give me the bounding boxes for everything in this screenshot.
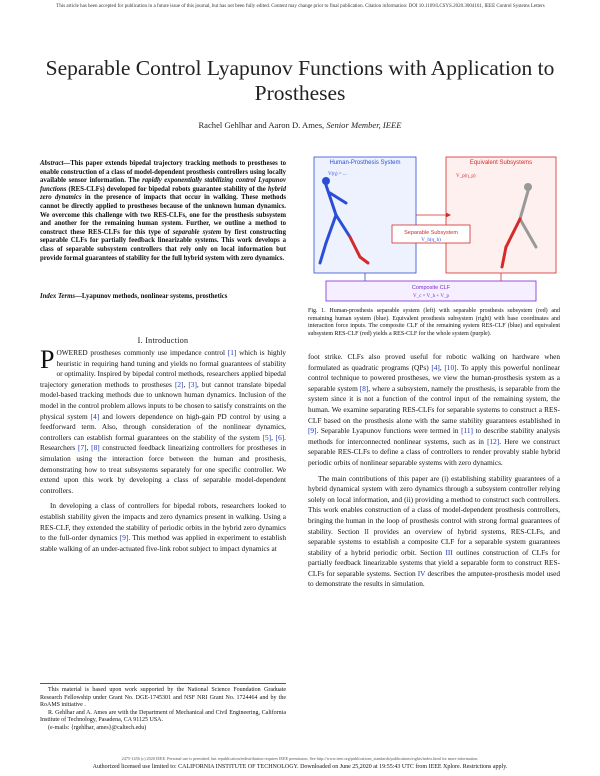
text: . This method was applied in experiment to establish stable walking of an under-actuated five-link robot subject to impact dynamics at <box>40 533 286 553</box>
text: , but cannot translate bipedal model-based tracking methods due to unknown human dynamics. Inclusion of the model in the control problem allows inputs to be chosen to satisfy constraints on the physical system <box>40 379 286 421</box>
text: , where a subsystem, namely the prosthesis, is separable from the system since it is not a function of the control input of the remaining system, the human. We examine separating RES-CLFs for separable systems to construct a RES-CLF based on the prosthesis alone with the same stability guarantees established in <box>308 383 561 425</box>
citation-link[interactable]: [3] <box>188 379 197 389</box>
right-column-body <box>308 352 560 590</box>
abstract <box>40 160 286 263</box>
text: foot strike. CLFs also proved useful for robotic walking on hardware when formulated as quadratic programs (QPs) <box>308 352 560 372</box>
intro-paragraph-1 <box>40 345 287 496</box>
citation-link[interactable]: [9] <box>119 533 129 543</box>
intro-paragraph-3 <box>308 352 560 469</box>
index-terms <box>40 293 286 302</box>
citation-link[interactable]: [11] <box>461 426 473 436</box>
intro-paragraph-2 <box>40 501 286 554</box>
text: . To apply this powerful nonlinear control technique to powered prostheses, we view the human-prosthesis system as a separable system <box>308 362 560 393</box>
citation-link[interactable]: [6] <box>275 432 285 442</box>
abstract-text: (RES-CLFs) developed for bipedal robots guarantee stability of the <box>66 185 268 193</box>
copyright-notice: 2475-1456 (c) 2020 IEEE. Personal use is permitted, but republication/redistribution requires IEEE permission. See http://www.ieee.org/publications_standards/publications/rights/index.html for more information. <box>121 756 479 761</box>
author-role: Senior Member, IEEE <box>326 120 402 130</box>
text: provides an overview of hybrid systems, RES-CLFs, and separable systems to establish a composite CLF for a separable system guarantees stability of a hybrid periodic orbit. Section <box>308 526 561 557</box>
text: OWERED prostheses commonly use impedance control <box>56 348 228 357</box>
citation-link[interactable]: [8] <box>359 383 369 393</box>
section-heading: I. Introduction <box>137 336 189 345</box>
text: , <box>439 362 445 372</box>
separable-subsystem-label: Separable Subsystem <box>404 230 458 236</box>
human-subsystem-eq: V_h(η_h) <box>421 238 441 243</box>
footnote-funding: This material is based upon work supported by the National Science Foundation Graduate Research Fellowship under Grant No. DGE-1745301 and NSF NRI Grant No. 1724464 and by the RoAMS initiative . <box>40 687 286 708</box>
abstract-italic: hybrid zero dynamics <box>40 185 286 202</box>
journal-header-note: This article has been accepted for publication in a future issue of this journal, but has not been fully edited. Content may change prior to final publication. Citation information: DOI 10.1109/LCSYS.2020.3004161, IEEE Control Systems Letters <box>56 4 545 9</box>
citation-link[interactable]: [8] <box>91 443 100 453</box>
figure-1-diagram <box>306 155 560 305</box>
text: , <box>271 432 276 442</box>
paper-title: Separable Control Lyapunov Functions with Application to Prostheses <box>45 56 555 105</box>
human-eq: V(η) = ... <box>328 172 347 177</box>
abstract-text: by first constructing separable CLFs for partially feedback linearizable systems. This work develops a class of separable subsystem controllers that rely only on local information but provide formal guarantees of stability for the full hybrid system with zero dynamics. <box>40 228 286 262</box>
figure-1 <box>306 155 560 305</box>
index-terms-lead: Index Terms <box>40 293 76 300</box>
footnote-affiliation: R. Gehlhar and A. Ames are with the Department of Mechanical and Civil Engineering, California Institute of Technology, Pasadena, CA 91125 USA. <box>40 709 286 723</box>
text: . Here we construct separable RES-CLFs to define a class of controllers to render provably stable hybrid periodic orbits of nonlinear separable systems with zero dynamics. <box>308 436 560 467</box>
text: , <box>86 443 92 453</box>
text: outlines construction of CLFs for partially feedback linearizable systems that yield a separable form to construct RES-CLFs for separable systems. Section <box>308 547 560 578</box>
citation-link[interactable]: [5] <box>262 432 272 442</box>
composite-clf-label: Composite CLF <box>411 285 451 291</box>
index-terms-text: —Lyapunov methods, nonlinear systems, prosthetics <box>75 293 228 300</box>
text: The main contributions of this paper are (i) establishing stability guarantees of a hybrid dynamical system with zero dynamics through a subsystem controller relying solely on local information, and (ii) providing a method to construct such controllers. This work enables construction of a class of model-dependent prosthesis controllers, bringing the human in the loop of prosthesis control with strong formal guarantees of stability. Section <box>308 473 560 536</box>
text: . Separable Lyapunov functions were termed in <box>316 426 462 436</box>
citation-link[interactable]: [7] <box>78 443 87 453</box>
abstract-italic: rapidly exponentially stabilizing control Lyapunov functions <box>40 177 286 193</box>
text: to describe stability analysis methods for interconnected nonlinear systems, such as in <box>308 426 560 446</box>
text: . Researchers <box>40 432 286 453</box>
abstract-text: in the presence of impacts that occur in walking. These methods cannot be directly applied to prostheses because of the unknown human dynamics. We overcome this challenge with two RES-CLFs, one for the prosthesis subsystem and another for the remaining human system. Further, we outline a method to construct these RES-CLFs for this type of <box>40 194 286 236</box>
paper-authors <box>40 120 560 130</box>
citation-link[interactable]: [9] <box>308 426 317 436</box>
text: constructed feedback linearizing controllers for prostheses in simulation using the interaction force between the human and prosthesis, demonstrating how to treat subsystems separately for one specific controller. We extend upon this work by developing a class of separable model-dependent controllers. <box>40 443 286 495</box>
equivalent-subsystem-label: Equivalent Subsystems <box>469 160 533 166</box>
footnote <box>40 683 286 732</box>
left-column-body <box>40 345 287 554</box>
caption-text: Human-prosthesis separable system (left) with separable prosthesis subsystem (red) and remaining human system (blue). Equivalent prosthesis subsystem (right) with base coordinates and interaction force inputs. The composite CLF of the remaining system RES-CLF (blue) and equivalent subsystem RES-CLF (red) yields a RES-CLF for the whole system (purple). <box>308 308 560 337</box>
composite-clf-eq: V_c = V_h + V_p <box>412 294 450 299</box>
citation-link[interactable]: [10] <box>444 362 457 372</box>
contributions-paragraph <box>308 474 560 591</box>
abstract-lead: Abstract <box>40 160 64 167</box>
citation-link[interactable]: [4] <box>431 362 440 372</box>
citation-link[interactable]: [12] <box>487 436 500 446</box>
prosthesis-eq: V_p(η_p) <box>456 174 476 179</box>
human-system-label: Human-Prosthesis System <box>329 160 401 166</box>
text: , <box>183 379 189 389</box>
text: describes the amputee-prosthesis model used to demonstrate the results in simulation. <box>308 568 560 589</box>
license-notice: Authorized licensed use limited to: CALIFORNIA INSTITUTE OF TECHNOLOGY. Downloaded on June 25,2020 at 19:55:43 UTC from IEEE Xplore. Restrictions apply. <box>92 764 508 770</box>
citation-link[interactable]: [2] <box>174 379 184 389</box>
section-link[interactable]: III <box>445 547 453 557</box>
citation-link[interactable]: [1] <box>227 348 237 357</box>
abstract-italic: separable system <box>172 228 222 236</box>
text: which is highly heuristic in requiring hand tuning and yields no formal guarantees of stability or optimality. Inspired by bipedal control methods, researchers applied bipedal trajectory generation methods to prostheses <box>40 348 287 389</box>
section-link[interactable]: II <box>364 526 369 536</box>
text: In developing a class of controllers for bipedal robots, researchers looked to establish stability given the impacts and zero dynamics present in walking. Using a RES-CLF, they extended the stability of periodic orbits in the hybrid zero dynamics to the full-order dynamics <box>40 501 286 543</box>
drop-cap: P <box>40 345 55 374</box>
footnote-emails: (e-mails: {rgehlhar, ames}@caltech.edu) <box>48 724 147 731</box>
author-names: Rachel Gehlhar and Aaron D. Ames, <box>198 120 327 130</box>
text: and lowers dependence on high-gain PD control by using a feedforward term. Also, through consideration of the nonlinear dynamics, controllers can establish formal guarantees on the stability of the system <box>40 411 286 442</box>
citation-link[interactable]: [4] <box>90 411 100 421</box>
abstract-text: —This paper extends bipedal trajectory tracking methods to prostheses to enable construction of a class of model-dependent prosthesis controllers using locally available sensor information. The <box>40 160 286 185</box>
figure-caption <box>308 308 560 338</box>
section-link[interactable]: IV <box>417 568 426 578</box>
caption-label: Fig. 1. <box>308 308 326 314</box>
